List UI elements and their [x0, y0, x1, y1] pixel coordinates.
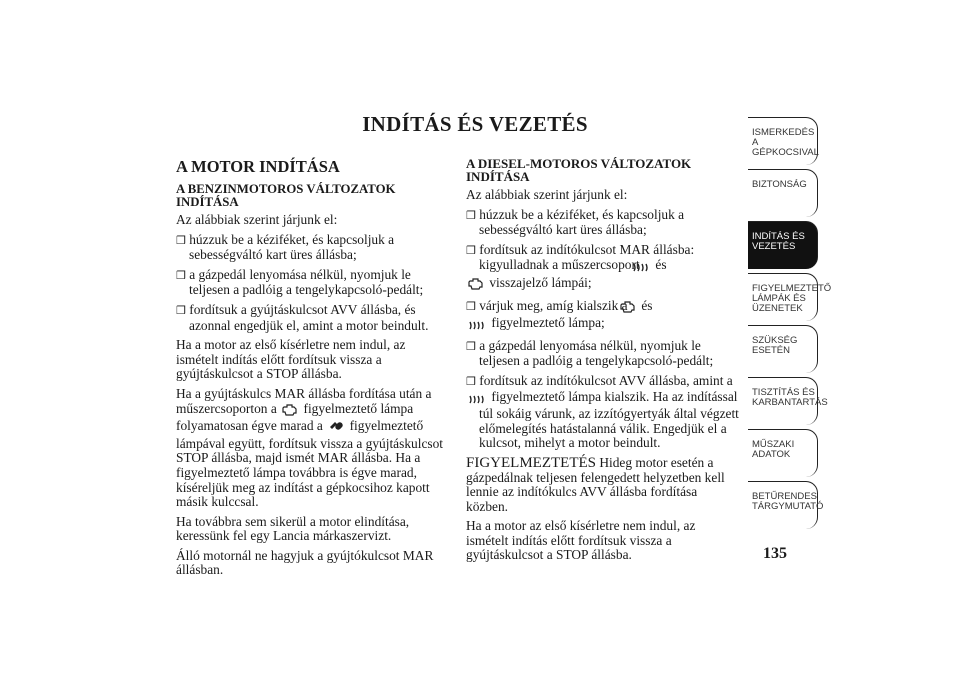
list-item [466, 299, 741, 334]
list-item-text: figyelmeztető lámpa kialszik. Ha az indítással túl sokáig várunk, az izzítógyertyák által végzett előmelegítés hatástalanná válik. Engedjük el a kulcsot, mihelyt a motor beindult. [479, 388, 739, 451]
warning-text: Hideg motor esetén a gázpedálnak teljesen felengedett helyzetben kell lennie az indítókulcs AVV állásba fordítása közben. [466, 454, 725, 514]
paragraph: Ha a motor az első kísérletre nem indul, az ismételt indítás előtt fordítsuk vissza a gyújtáskulcsot a STOP állásba. [466, 518, 696, 563]
bullet-box-icon: ❒ [176, 269, 186, 282]
warning-title: FIGYELMEZTETÉS [466, 454, 596, 471]
bullet-box-icon: ❒ [466, 300, 476, 313]
tab-biztonsag[interactable]: BIZTONSÁG [748, 169, 818, 217]
list-item-text: fordítsuk az indítókulcsot MAR állásba: kigyulladnak a műszercsoport [479, 241, 695, 273]
bullet-box-icon: ❒ [466, 340, 476, 353]
engine-lamp-icon [481, 277, 484, 294]
tab-ismerkedes[interactable]: ISMERKEDÉS A GÉPKOCSIVAL [748, 117, 818, 165]
list-item-text: fordítsuk a gyújtáskulcsot AVV állásba, és azonnal engedjük el, amint a motor beindult. [189, 301, 429, 333]
tab-figyelmezteto-lampak[interactable]: FIGYELMEZTETŐ LÁMPÁK ÉS ÜZENETEK [748, 273, 818, 321]
list-item [176, 268, 450, 298]
engine-lamp-icon [282, 403, 298, 420]
tab-szukseg-eseten[interactable]: SZÜKSÉG ESETÉN [748, 325, 818, 373]
intro-text: Az alábbiak szerint járjunk el: [176, 212, 338, 227]
left-column [176, 158, 450, 583]
list-item-text: várjuk meg, amíg kialszik a [479, 297, 628, 313]
list-item-text: és [641, 297, 653, 313]
list-item-text: fordítsuk az indítókulcsot AVV állásba, amint a [479, 372, 733, 388]
page-number: 135 [763, 545, 787, 562]
list-item-text: és [655, 257, 667, 273]
glow-plug-icon [645, 261, 650, 276]
subsection-heading-petrol: A BENZINMOTOROS VÁLTOZATOK INDÍTÁSA [176, 182, 396, 209]
bullet-box-icon: ❒ [176, 234, 186, 247]
subsection-heading-diesel: A DIESEL-MOTOROS VÁLTOZATOK INDÍTÁSA [466, 156, 692, 184]
engine-lamp-icon [633, 300, 636, 317]
paragraph: Ha továbbra sem sikerül a motor elindítása, keressünk fel egy Lancia márkaszervizt. [176, 513, 410, 544]
list-item [466, 339, 741, 369]
paragraph-text: figyelmeztető lámpa folyamatosan égve marad a [176, 400, 414, 434]
bullet-box-icon: ❒ [466, 209, 476, 222]
paragraph [176, 387, 450, 510]
paragraph: Álló motornál ne hagyjuk a gyújtókulcsot MAR állásban. [176, 547, 434, 578]
bullet-box-icon: ❒ [466, 244, 476, 257]
bullet-box-icon: ❒ [176, 304, 186, 317]
paragraph-text: Ha a gyújtáskulcs MAR állásba fordítása után a műszercsoporton a [176, 385, 432, 416]
tab-inditas-es-vezetes[interactable]: INDÍTÁS ÉS VEZETÉS [748, 221, 818, 269]
paragraph: Ha a motor az első kísérletre nem indul, az ismételt indítás előtt fordítsuk vissza a gyújtáskulcsot a STOP állásba. [176, 337, 406, 382]
list-item [466, 243, 741, 294]
list-item [466, 374, 741, 451]
list-item-text: a gázpedál lenyomása nélkül, nyomjuk le teljesen a padlóig a tengelykapcsoló-pedált; [189, 266, 424, 298]
list-item-text: húzzuk be a kéziféket, és kapcsoljuk a sebességváltó kart üres állásba; [479, 206, 685, 238]
glow-plug-icon [481, 319, 486, 334]
section-heading: A MOTOR INDÍTÁSA [176, 157, 340, 176]
list-item [176, 233, 450, 263]
right-column [466, 158, 741, 568]
bullet-box-icon: ❒ [466, 375, 476, 388]
list-item [176, 303, 450, 333]
warning-paragraph [466, 456, 741, 514]
paragraph-text: figyelmeztető lámpával együtt, fordítsuk vissza a gyújtáskulcsot STOP állásba, majd ismét MAR állásba. Ha a figyelmeztető lámpa továbbra is égve marad, kíséreljük meg az indítást a gépkocsihoz kapott másik kulccsal. [176, 418, 444, 510]
tab-muszaki-adatok[interactable]: MŰSZAKI ADATOK [748, 429, 818, 477]
list-item [466, 208, 741, 238]
chapter-tabs [748, 117, 832, 533]
immobilizer-lamp-icon [328, 420, 344, 437]
intro-text: Az alábbiak szerint járjunk el: [466, 187, 628, 202]
list-item-text: húzzuk be a kéziféket, és kapcsoljuk a sebességváltó kart üres állásba; [189, 231, 395, 263]
list-item-text: figyelmeztető lámpa; [491, 315, 605, 331]
tab-tisztitas[interactable]: TISZTÍTÁS ÉS KARBANTARTÁS [748, 377, 818, 425]
glow-plug-icon [481, 393, 486, 408]
page-title: INDÍTÁS ÉS VEZETÉS [362, 112, 588, 136]
list-item-text: visszajelző lámpái; [489, 274, 592, 290]
tab-targymutato[interactable]: BETŰRENDES TÁRGYMUTATÓ [748, 481, 818, 529]
list-item-text: a gázpedál lenyomása nélkül, nyomjuk le teljesen a padlóig a tengelykapcsoló-pedált; [479, 337, 714, 369]
